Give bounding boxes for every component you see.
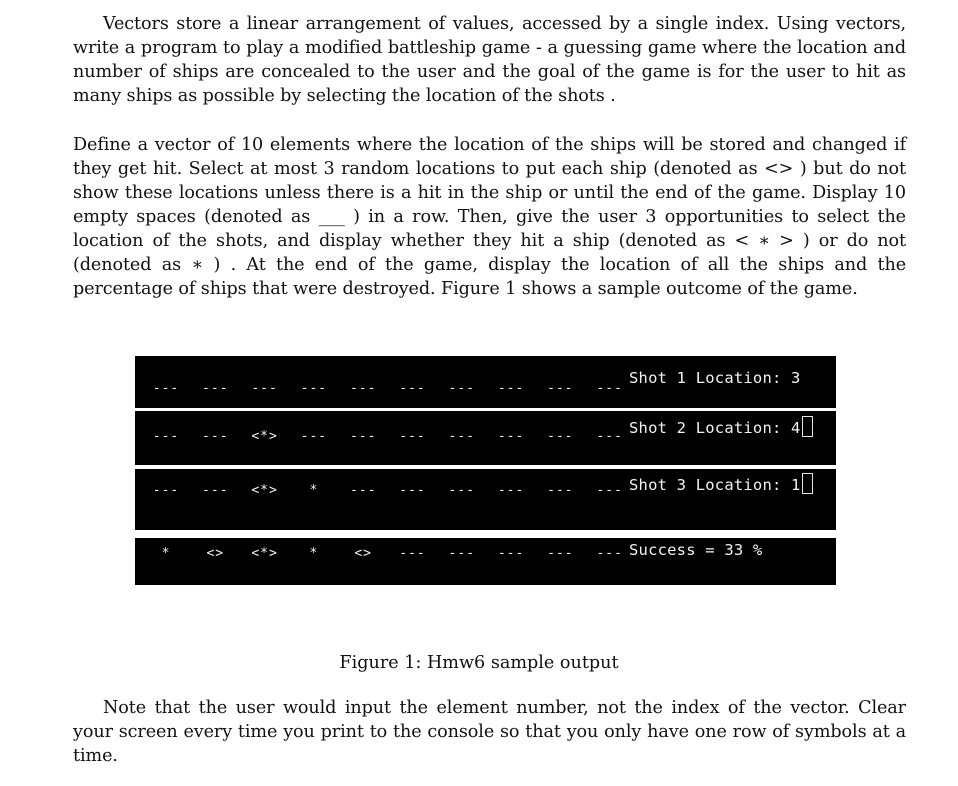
requirements-paragraph: Define a vector of 10 elements where the location of the ships will be stored and changed if they get hit. Select at most 3 random locations to put each ship (denoted as <> ) but do not show these locations unless there is a hit in the ship or until the end of the game. Display 10 empty spaces (denoted as ___ ) in a row. Then, give the user 3 opportunities to select the location of the shots, and display whether they hit a ship (denoted as < ∗ > ) or do not (denoted as ∗ ) . At the end of the game, display the location of all the ships and the percentage of ships that were destroyed. Figure 1 shows a sample outcome of the game. [73, 135, 906, 299]
board-cell: --- [497, 546, 525, 561]
board-cell: --- [547, 546, 574, 561]
board-cell: --- [448, 429, 476, 444]
board-cell: --- [202, 483, 229, 498]
board-cell: <*> [251, 483, 278, 498]
board-cell: --- [547, 429, 574, 444]
board-cell: --- [152, 429, 180, 444]
board-cell: * [161, 546, 171, 561]
terminal-row-3 [135, 469, 836, 530]
figure-caption: Figure 1: Hmw6 sample output [339, 653, 619, 673]
board-cell: --- [547, 381, 574, 396]
board-cell: --- [596, 381, 623, 396]
cell-row [147, 538, 627, 585]
board-cell: <*> [251, 429, 278, 444]
text-cursor [802, 473, 813, 494]
board-cell: * [309, 546, 319, 561]
board-cell: --- [596, 429, 623, 444]
intro-paragraph: Vectors store a linear arrangement of values, accessed by a single index. Using vectors, write a program to play a modified battleship game - a guessing game where the location and number of ships are concealed to the user and the goal of the game is for the user to hit as many ships as possible by selecting the location of the shots . [73, 14, 906, 106]
board-cell: --- [349, 483, 377, 498]
board-cell: --- [399, 546, 426, 561]
success-readout: Success = 33 % [629, 541, 763, 559]
board-cell: --- [497, 483, 525, 498]
board-cell: --- [300, 381, 328, 396]
board-cell: --- [448, 381, 476, 396]
shot-prompt: Shot 3 Location: 1 [629, 473, 813, 494]
board-cell: --- [349, 381, 377, 396]
text-cursor [802, 416, 813, 437]
shot-prompt: Shot 1 Location: 3 [629, 369, 801, 387]
terminal-row-4 [135, 538, 836, 585]
board-cell: --- [448, 483, 476, 498]
terminal-row-2 [135, 411, 836, 465]
terminal-row-1 [135, 356, 836, 408]
board-cell: --- [596, 546, 623, 561]
board-cell: <> [206, 546, 225, 561]
board-cell: --- [596, 483, 623, 498]
board-cell: --- [202, 381, 229, 396]
board-cell: --- [202, 429, 229, 444]
board-cell: --- [399, 381, 426, 396]
board-cell: --- [152, 381, 180, 396]
board-cell: --- [251, 381, 278, 396]
board-cell: --- [300, 429, 328, 444]
board-cell: --- [152, 483, 180, 498]
board-cell: <*> [251, 546, 278, 561]
shot-prompt: Shot 2 Location: 4 [629, 416, 813, 437]
board-cell: --- [497, 429, 525, 444]
cell-row [147, 469, 627, 530]
board-cell: --- [497, 381, 525, 396]
board-cell: <> [354, 546, 373, 561]
board-cell: * [309, 483, 319, 498]
board-cell: --- [547, 483, 574, 498]
board-cell: --- [349, 429, 377, 444]
cell-row [147, 411, 627, 465]
board-cell: --- [399, 483, 426, 498]
note-paragraph: Note that the user would input the element number, not the index of the vector. Clear your screen every time you print to the console so that you only have one row of symbols at a time. [73, 698, 906, 766]
board-cell: --- [399, 429, 426, 444]
cell-row [147, 356, 627, 408]
board-cell: --- [448, 546, 476, 561]
